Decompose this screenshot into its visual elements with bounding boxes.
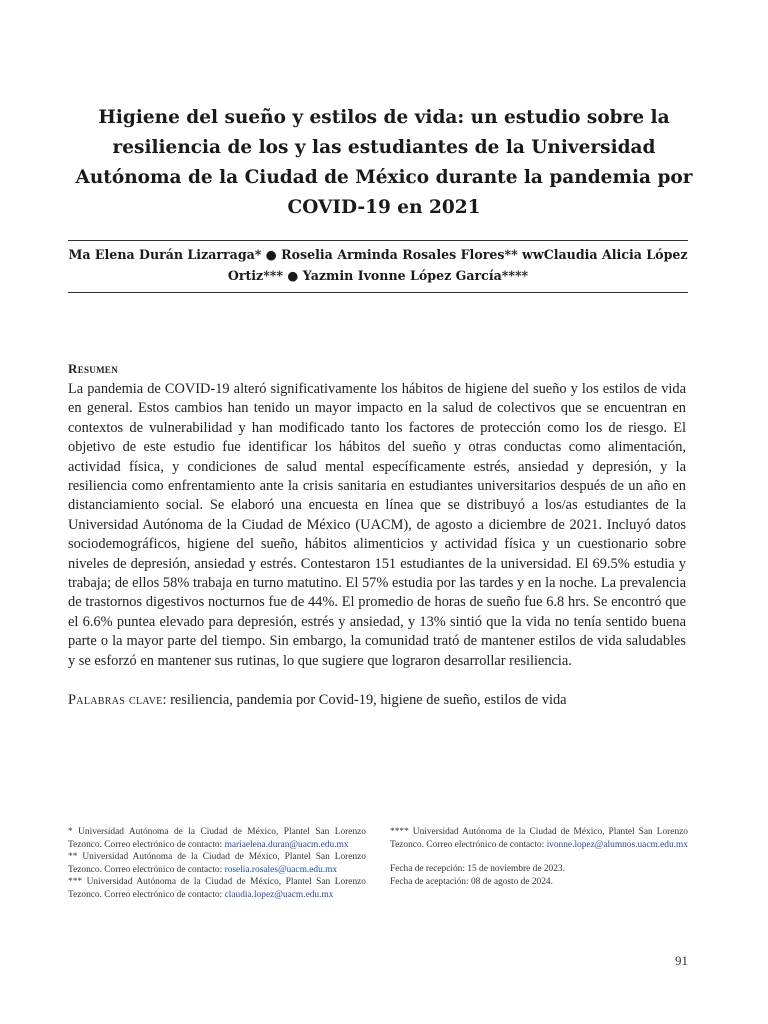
footnote-2-email[interactable]: roselia.rosales@uacm.edu.mx bbox=[224, 864, 338, 875]
authors-top-rule bbox=[68, 240, 688, 241]
footnote-2 bbox=[68, 851, 366, 876]
footnote-1-text: * Universidad Autónoma de la Ciudad de México, Plantel San Lorenzo Tezonco. Correo electrónico de contacto: bbox=[68, 827, 366, 850]
publication-dates bbox=[390, 863, 688, 888]
accepted-date: Fecha de aceptación: 08 de agosto de 2024. bbox=[390, 876, 553, 887]
authors-bottom-rule bbox=[68, 292, 688, 293]
keywords bbox=[68, 691, 686, 710]
footnotes-right bbox=[390, 826, 688, 888]
article-title: Higiene del sueño y estilos de vida: un estudio sobre la resiliencia de los y las estudiantes de la Universidad Autónoma de la Ciudad de México durante la pandemia por COVID-19 en 2021 bbox=[75, 107, 693, 218]
footnote-4-text: **** Universidad Autónoma de la Ciudad de México, Plantel San Lorenzo Tezonco. Correo electrónico de contacto: bbox=[390, 827, 688, 850]
footnote-3 bbox=[68, 876, 366, 901]
footnotes-left bbox=[68, 826, 366, 902]
footnote-4-email[interactable]: ivonne.lopez@alumnos.uacm.edu.mx bbox=[546, 839, 688, 850]
footnote-1-email[interactable]: mariaelena.duran@uacm.edu.mx bbox=[224, 839, 349, 850]
received-date: Fecha de recepción: 15 de noviembre de 2023. bbox=[390, 864, 565, 875]
footnote-1 bbox=[68, 826, 366, 851]
footnote-4 bbox=[390, 826, 688, 851]
keywords-label: Palabras clave bbox=[68, 692, 163, 708]
footnote-2-text: ** Universidad Autónoma de la Ciudad de México, Plantel San Lorenzo Tezonco. Correo electrónico de contacto: bbox=[68, 852, 366, 875]
abstract-body: La pandemia de COVID-19 alteró significativamente los hábitos de higiene del sueño y los estilos de vida en general. Estos cambios han tenido un mayor impacto en la salud de colectivos que se encuentran en contextos de vulnerabilidad y han modificado tanto los factores de protección como los de riesgo. El objetivo de este estudio fue identificar los hábitos del sueño y otras conductas como alimentación, actividad física, y condiciones de salud mental específicamente estrés, ansiedad y depresión, y la resiliencia como enfrentamiento ante la crisis sanitaria en estudiantes universitarios después de un año en distanciamiento social. Se elaboró una encuesta en línea que se distribuyó a los/as estudiantes de la Universidad Autónoma de la Ciudad de México (UACM), de agosto a diciembre de 2021. Incluyó datos sociodemográficos, higiene del sueño, hábitos alimenticios y actividad física y un cuestionario sobre niveles de depresión, ansiedad y estrés. Contestaron 151 estudiantes de la universidad. El 69.5% estudia y trabaja; de ellos 58% trabaja en turno matutino. El 57% estudia por las tardes y en la noche. La prevalencia de trastornos digestivos nocturnos fue de 44%. El promedio de horas de sueño fue 6.8 hrs. Se encontró que el 6.6% puntea elevado para depresión, estrés y ansiedad, y 13% sintió que la vida no tenía sentido buena parte o la mayor parte del tiempo. Sin embargo, la comunidad trató de mantener estilos de vida saludables y se esforzó en mantener sus rutinas, lo que sugiere que lograron desarrollar resiliencia. bbox=[68, 381, 686, 669]
abstract-heading: Resumen bbox=[68, 361, 118, 376]
authors-line: Ma Elena Durán Lizarraga* ● Roselia Arminda Rosales Flores** wwClaudia Alicia López Ortiz*** ● Yazmin Ivonne López García**** bbox=[68, 247, 688, 283]
keywords-text: : resiliencia, pandemia por Covid-19, higiene de sueño, estilos de vida bbox=[162, 692, 567, 708]
footnote-3-email[interactable]: claudia.lopez@uacm.edu.mx bbox=[224, 889, 334, 900]
page-number: 91 bbox=[675, 953, 688, 968]
footnote-3-text: *** Universidad Autónoma de la Ciudad de México, Plantel San Lorenzo Tezonco. Correo electrónico de contacto: bbox=[68, 877, 366, 900]
